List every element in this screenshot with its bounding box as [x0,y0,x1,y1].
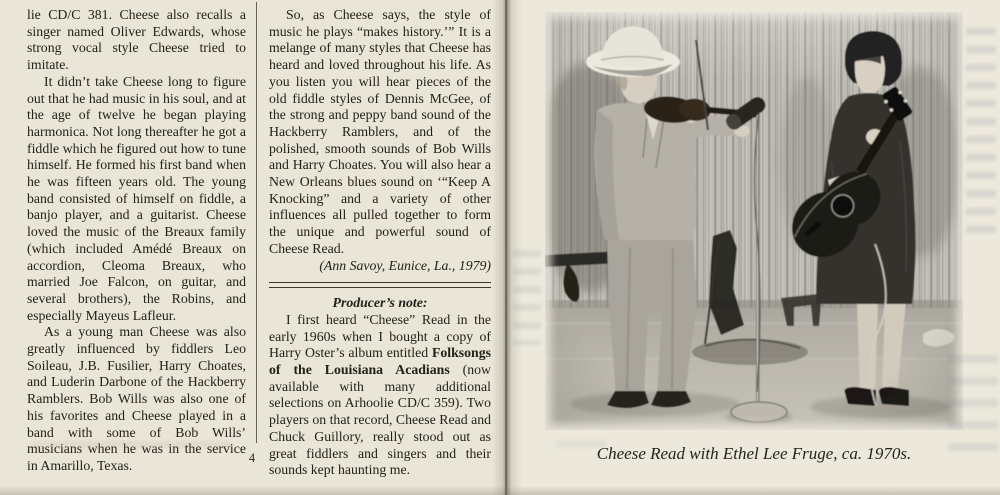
left-page-column-1 [27,7,246,475]
scan-edge-shadow [0,486,1000,495]
paragraph: As a young man Cheese was also greatly influenced by fiddlers Leo Soileau, J.B. Fusilier, Harry Choates, and Luderin Darbone of the Hackberry Ramblers. Bob Wills was also one of his favorites and Cheese played in a band with some of Bob Wills’ musicians when he was in the service in Amarillo, Texas. [27,324,246,473]
producers-note-title: Producer’s note: [332,295,428,311]
page-number: 4 [248,451,256,465]
paragraph: It didn’t take Cheese long to figure out that he had music in his soul, and at the age of twelve he began playing harmonica. Not long thereafter he got a fiddle which he figured out how to tune himself. He formed his first band when he was fifteen years old. The young band consisted of himself on fiddle, a banjo player, and a guitarist. Cheese loved the music of the Breaux family (which included Amédé Breaux on accordion, Cleoma Breaux, who married Joe Falcon, on guitar, and several brothers), the Robins, and especially Mayeus Lafleur. [27,73,246,323]
booklet-fold-line [505,0,507,495]
photo-caption: Cheese Read with Ethel Lee Fruge, ca. 1970s. [596,444,912,463]
double-rule-divider [269,282,491,288]
producers-note-paragraph [269,312,491,479]
photo-cheese-read-and-ethel-lee-fruge [545,12,963,430]
column-divider-rule [256,2,257,443]
note-text-after: (now available with many additional selections on Arhoolie CD/C 359). Two players on that record, Cheese Read and Chuck Guillory, really stood out as great fiddlers and singers and their sounds kept haunting me. [269,362,491,478]
paragraph: lie CD/C 381. Cheese also recalls a singer named Oliver Edwards, whose strong vocal style Cheese tried to imitate. [27,7,246,73]
paragraph: So, as Cheese says, the style of music he plays “makes history.’” It is a melange of many styles that Cheese has heard and loved throughout his life. As you listen you will hear pieces of the old fiddle styles of Dennis McGee, of the strong and peppy band sound of the Hackberry Ramblers, and of the polished, smooth sounds of Bob Wills and Harry Choates. You will also hear a New Orleans blues sound on ‘“Keep A Knocking” and a variety of other influences all pulled together to form the unique and powerful sound of Cheese Read. [269,7,491,256]
photo-vignette [545,12,963,430]
album-title-bold: Folksongs of the Louisiana Acadians [269,345,491,378]
note-text-before: I first heard “Cheese” Read in the early 1960s when I bought a copy of Harry Oster’s album entitled [269,311,491,361]
booklet-fold-gutter [492,0,522,495]
left-page-column-2 [269,7,491,479]
attribution: (Ann Savoy, Eunice, La., 1979) [319,257,491,273]
